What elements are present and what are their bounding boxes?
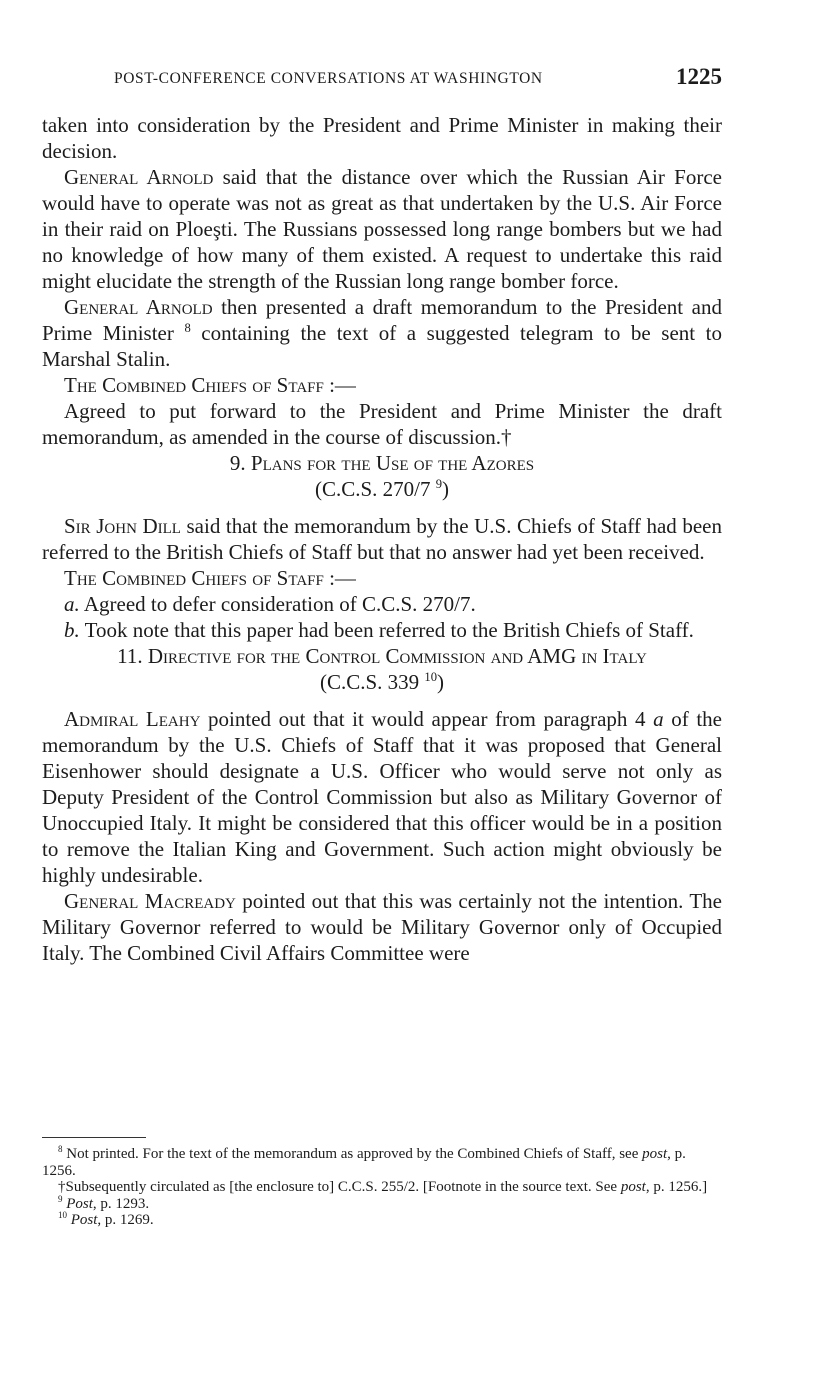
- paragraph-item-b: [42, 617, 722, 643]
- speaker-name: General Macready: [64, 889, 236, 913]
- paragraph-arnold-1: [42, 164, 722, 294]
- paragraph-continued: taken into consideration by the President and Prime Minister in making their decision.: [42, 113, 722, 163]
- section-9-reference: (C.C.S. 270/7 $^9$): [314, 477, 450, 501]
- speaker-name: Admiral Leahy: [64, 707, 201, 731]
- section-9-title: 9. Plans for the Use of the Azores: [229, 451, 535, 475]
- paragraph-text: containing the text of a suggested telegram to be sent to Marshal Stalin.: [42, 321, 723, 371]
- combined-chiefs-heading: The Combined Chiefs of Staff :—: [64, 566, 356, 590]
- page-header: [42, 64, 722, 94]
- section-11-reference: (C.C.S. 339 $^{10}$): [319, 670, 445, 694]
- page-number: 1225: [676, 64, 722, 89]
- footnote-ref-8: 8: [184, 321, 191, 335]
- speaker-name: General Arnold: [64, 295, 213, 319]
- combined-chiefs-heading: The Combined Chiefs of Staff :—: [64, 373, 356, 397]
- paragraph-text: then presented a draft memorandum to the President and Prime Minister: [42, 295, 722, 345]
- paragraph-text: said that the memorandum by the U.S. Chiefs of Staff had been referred to the British Chiefs of Staff but that no answer had yet been received.: [42, 514, 722, 564]
- paragraph-text: said that the distance over which the Russian Air Force would have to operate was not as great as that undertaken by the U.S. Air Force in their raid on Ploeşti. The Russians possessed long range bombers but we had no knowledge of how many of them existed. A request to undertake this raid might elucidate the strength of the Russian long range bomber force.: [42, 165, 722, 293]
- section-11-title: 11. Directive for the Control Commission and AMG in Italy: [117, 644, 647, 668]
- paragraph-item-a: [42, 591, 722, 617]
- footnote-9: $^9$ Post, p. 1293.: [58, 1193, 150, 1212]
- speaker-name: Sir John Dill: [64, 514, 181, 538]
- running-head: POST-CONFERENCE CONVERSATIONS AT WASHINGTON: [114, 70, 543, 87]
- paragraph-text: pointed out that this was certainly not the intention. The Military Governor referred to would be Military Governor only of Occupied Italy. The Combined Civil Affairs Committee were: [42, 889, 722, 965]
- paragraph-text: of the memorandum by the U.S. Chiefs of Staff that it was proposed that General Eisenhower should designate a U.S. Officer who would serve not only as Deputy President of the Control Commission but also as Military Governor of Unoccupied Italy. It might be considered that this officer would be in a position to remove the Italian King and Government. Such action might obviously be highly undesirable.: [42, 707, 722, 887]
- paragraph-text: Took note that this paper had been referred to the British Chiefs of Staff.: [79, 618, 694, 642]
- footnote-8: $^8$ Not printed. For the text of the memorandum as approved by the Combined Chiefs of Staff, see post, p. 1256.: [42, 1144, 686, 1179]
- item-label: b.: [64, 618, 80, 642]
- footnote-10: $^{10}$ Post, p. 1269.: [58, 1210, 154, 1228]
- item-label: a.: [64, 592, 80, 616]
- footnote-ref-9: 9: [435, 477, 443, 491]
- footnote-dagger: †Subsequently circulated as [the enclosure to] C.C.S. 255/2. [Footnote in the source text. See post, p. 1256.]: [58, 1179, 708, 1195]
- paragraph-text: Agreed to defer consideration of C.C.S. 270/7.: [79, 592, 476, 616]
- paragraph-text: pointed out that it would appear from paragraph 4: [200, 707, 654, 731]
- footnote-ref-10: 10: [424, 670, 438, 684]
- paragraph-dill: [42, 513, 722, 565]
- footnote-divider: [42, 1137, 146, 1138]
- speaker-name: General Arnold: [64, 165, 214, 189]
- paragraph-macready: [42, 888, 722, 966]
- footnotes: [42, 1146, 722, 1229]
- paragraph-agreed: Agreed to put forward to the President and Prime Minister the draft memorandum, as amended in the course of discussion.†: [42, 399, 722, 449]
- paragraph-arnold-2: [42, 294, 722, 372]
- paragraph-leahy: Admiral Leahy pointed out that it would appear from paragraph 4 a of the memorandum by the U.S. Chiefs of Staff that it was proposed that General Eisenhower should designate a U.S. Officer who would serve not only as Deputy President of the Control Commission but also as Military Governor of Unoccupied Italy. It might be considered that this officer would be in a position to remove the Italian King and Government. Such action might obviously be highly undesirable.: [42, 707, 722, 887]
- page-body: [42, 112, 722, 966]
